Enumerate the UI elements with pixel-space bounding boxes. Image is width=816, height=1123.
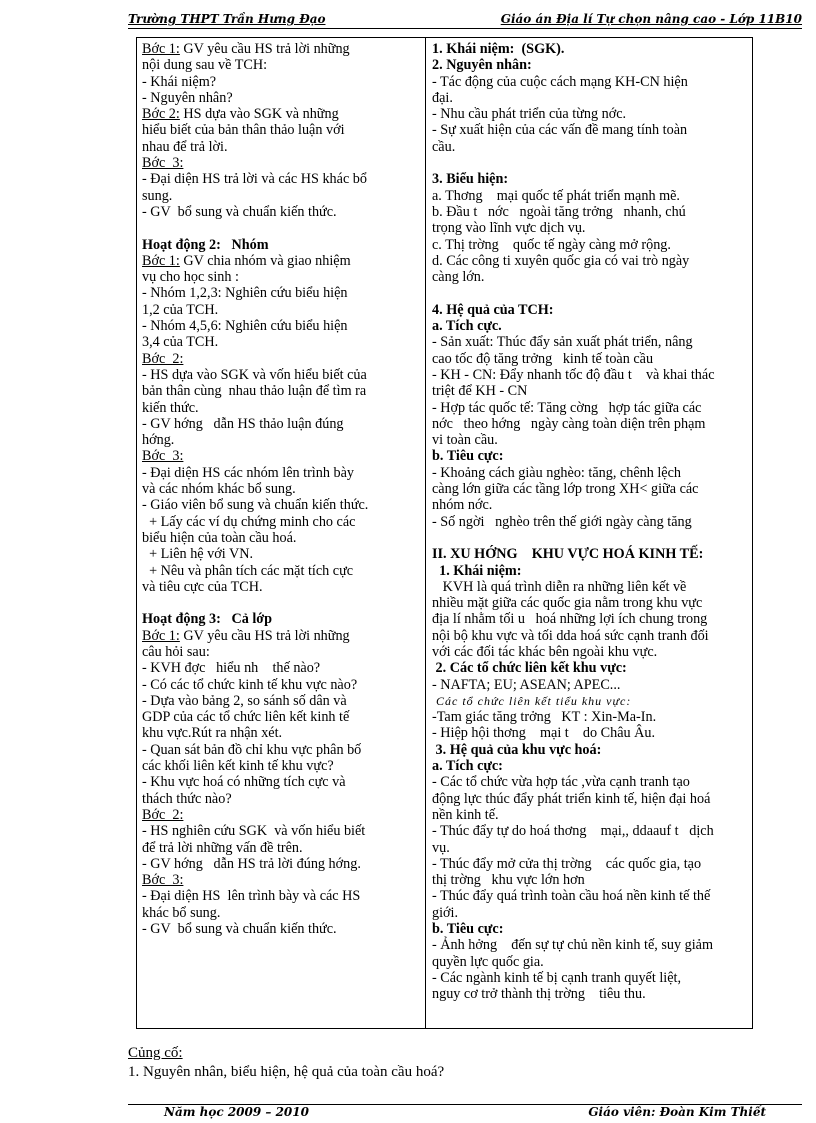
text-line: 1. Khái niệm: (SGK). [432, 41, 565, 57]
text-line: - NAFTA; EU; ASEAN; APEC... [432, 676, 621, 693]
text-line: Các tổ chức liên kết tiểu khu vực: [432, 693, 632, 708]
text-line: khác bổ sung. [142, 904, 221, 921]
text-line: a. Thơng mại quốc tế phát triển mạnh mẽ. [432, 187, 680, 204]
text-line: vụ cho học sinh : [142, 269, 239, 286]
text-line: - Khoảng cách giàu nghèo: tăng, chênh lệch [432, 464, 681, 481]
header-rule [128, 28, 802, 29]
text-line: 2. Các tổ chức liên kết khu vực: [432, 660, 627, 677]
text-line: 3. Hệ quả của khu vực hoá: [432, 741, 602, 758]
text-line: b. Đầu t nớc ngoài tăng trởng nhanh, chú [432, 203, 686, 220]
content-column [432, 41, 748, 1003]
text-line: đại. [432, 89, 453, 106]
spacer [142, 220, 420, 236]
text-line: - Đại diện HS lên trình bày và các HS [142, 888, 361, 905]
text-line: - Các ngành kinh tế bị cạnh tranh quyết liệt, [432, 969, 681, 986]
text-line: và tiêu cực của TCH. [142, 578, 263, 595]
text-line: vi toàn cầu. [432, 432, 498, 449]
text-line: - HS dựa vào SGK và vốn hiểu biết của [142, 366, 367, 383]
text-line: - Đại diện HS các nhóm lên trình bày [142, 464, 354, 481]
page-footer [128, 1105, 802, 1121]
text-line: - Hợp tác quốc tế: Tăng cờng hợp tác giữa các [432, 399, 702, 416]
text-line: Hoạt động 3: Cả lớp [142, 611, 273, 628]
text-line: - Ảnh hởng đến sự tự chủ nền kinh tế, suy giảm [432, 937, 713, 954]
text-line: c. Thị trờng quốc tế ngày càng mở rộng. [432, 236, 671, 253]
text-line: hớng. [142, 432, 175, 449]
spacer [432, 155, 748, 171]
lesson-table [136, 37, 753, 1029]
text-line: - Tác động của cuộc cách mạng KH-CN hiện [432, 73, 688, 90]
text-line: - GV bổ sung và chuẩn kiến thức. [142, 921, 337, 938]
text-line: - Nhóm 1,2,3: Nghiên cứu biểu hiện [142, 285, 348, 302]
text-line: 4. Hệ quả của TCH: [432, 301, 554, 318]
text-line: các khối liên kết kinh tế khu vực? [142, 758, 334, 775]
text-line: nhóm nớc. [432, 497, 493, 514]
text-line: với các đối tác khác bên ngoài khu vực. [432, 643, 658, 660]
school-name: Trường THPT Trần Hưng Đạo [128, 12, 326, 26]
text-line: - Thúc đẩy quá trình toàn cầu hoá nền kinh tế thế [432, 888, 711, 905]
text-line: nớc theo hớng ngày càng toàn diện trên phạm [432, 415, 706, 432]
text-line: hiểu biết của bản thân thảo luận với [142, 122, 345, 139]
text-line: - Sự xuất hiện của các vấn đề mang tính toàn [432, 122, 688, 139]
text-line: triệt để KH - CN [432, 383, 528, 400]
text-line: - Quan sát bản đồ chỉ khu vực phân bố [142, 741, 362, 758]
text-line: - GV bổ sung và chuẩn kiến thức. [142, 203, 337, 220]
text-line: - Các tổ chức vừa hợp tác ,vừa cạnh tranh tạo [432, 774, 690, 791]
text-line: - Khái niệm? [142, 73, 217, 90]
text-line: bản thân cùng nhau thảo luận để tìm ra [142, 383, 367, 400]
text-line: Bớc 1: GV yêu cầu HS trả lời những [142, 41, 350, 57]
consolidation-question: 1. Nguyên nhân, biểu hiện, hệ quả của toàn cầu hoá? [128, 1064, 445, 1080]
text-line: 2. Nguyên nhân: [432, 57, 532, 74]
text-line: + Liên hệ với VN. [142, 546, 253, 563]
text-line: 3. Biểu hiện: [432, 171, 509, 188]
text-line: càng lớn giữa các tầng lớp trong XH< giữa các [432, 481, 699, 498]
teacher-name: Giáo viên: Đoàn Kim Thiết [588, 1105, 766, 1119]
text-line: - Khu vực hoá có những tích cực và [142, 774, 346, 791]
text-line: kiến thức. [142, 399, 199, 416]
text-line: khu vực.Rút ra nhận xét. [142, 725, 283, 742]
text-line: - Có các tổ chức kinh tế khu vực nào? [142, 676, 358, 693]
text-line: - Dựa vào bảng 2, so sánh số dân và [142, 692, 347, 709]
text-line: - Sản xuất: Thúc đẩy sản xuất phát triển, nâng [432, 334, 693, 351]
text-line: - Giáo viên bổ sung và chuẩn kiến thức. [142, 497, 369, 514]
spacer [142, 595, 420, 611]
activities-column [142, 41, 420, 937]
lesson-title: Giáo án Địa lí Tự chọn nâng cao - Lớp 11B10 [500, 12, 802, 26]
text-line: - Số ngời nghèo trên thế giới ngày càng tăng [432, 513, 692, 530]
text-line: a. Tích cực. [432, 318, 502, 335]
text-line: quyền lực quốc gia. [432, 953, 544, 970]
text-line: động lực thúc đẩy phát triển kinh tế, hiện đại hoá [432, 790, 711, 807]
spacer [432, 285, 748, 301]
text-line: giới. [432, 904, 459, 921]
text-line: -Tam giác tăng trởng KT : Xin-Ma-In. [432, 709, 657, 726]
text-line: + Lấy các ví dụ chứng minh cho các [142, 513, 356, 530]
text-line: - Nguyên nhân? [142, 89, 233, 106]
text-line: b. Tiêu cực: [432, 448, 504, 465]
text-line: thị trờng khu vực lớn hơn [432, 872, 585, 889]
text-line: - Hiệp hội thơng mại t do Châu Âu. [432, 725, 656, 742]
text-line: Bớc 2: [142, 350, 184, 367]
text-line: - Nhóm 4,5,6: Nghiên cứu biểu hiện [142, 318, 348, 335]
text-line: - Nhu cầu phát triển của từng nớc. [432, 106, 627, 123]
text-line: càng lớn. [432, 269, 485, 286]
text-line: nền kinh tế. [432, 806, 499, 823]
text-line: - Thúc đẩy tự do hoá thơng mại,, ddaauf t dịch [432, 823, 714, 840]
consolidation-section [128, 1045, 444, 1081]
text-line: - KVH đợc hiểu nh thế nào? [142, 660, 321, 677]
text-line: - Đại diện HS trả lời và các HS khác bổ [142, 171, 367, 188]
text-line: vụ. [432, 839, 450, 856]
text-line: thách thức nào? [142, 790, 232, 807]
text-line: địa lí nhằm tối u hoá những lợi ích chung trong [432, 611, 708, 628]
text-line: Bớc 3: [142, 872, 184, 889]
text-line: nội dung sau về TCH: [142, 57, 268, 74]
text-line: KVH là quá trình diễn ra những liên kết về [432, 578, 687, 595]
text-line: II. XU HỚNG KHU VỰC HOÁ KINH TẾ: [432, 546, 704, 563]
text-line: Bớc 3: [142, 155, 184, 172]
text-line: để trả lời những vấn đề trên. [142, 839, 303, 856]
text-line: và các nhóm khác bổ sung. [142, 481, 296, 498]
text-line: Bớc 3: [142, 448, 184, 465]
text-line: nguy cơ trở thành thị trờng tiêu thu. [432, 986, 646, 1003]
text-line: b. Tiêu cực: [432, 921, 504, 938]
text-line: 3,4 của TCH. [142, 334, 219, 351]
text-line: Hoạt động 2: Nhóm [142, 236, 269, 253]
school-year: Năm học 2009 – 2010 [164, 1105, 309, 1119]
text-line: cầu. [432, 138, 456, 155]
text-line: Bớc 1: GV chia nhóm và giao nhiệm [142, 252, 351, 269]
text-line: GDP của các tổ chức liên kết kinh tế [142, 709, 350, 726]
text-line: a. Tích cực: [432, 758, 503, 775]
text-line: sung. [142, 187, 173, 204]
text-line: cao tốc độ tăng trởng kinh tế toàn cầu [432, 350, 654, 367]
text-line: - HS nghiên cứu SGK và vốn hiểu biết [142, 823, 366, 840]
text-line: Bớc 2: HS dựa vào SGK và những [142, 106, 339, 123]
text-line: 1,2 của TCH. [142, 301, 219, 318]
text-line: - GV hớng dẫn HS trả lời đúng hớng. [142, 855, 361, 872]
text-line: - Thúc đẩy mở cửa thị trờng các quốc gia, tạo [432, 855, 702, 872]
column-divider [425, 38, 426, 1028]
text-line: - GV hớng dẫn HS thảo luận đúng [142, 415, 344, 432]
text-line: - KH - CN: Đẩy nhanh tốc độ đầu t và khai thác [432, 366, 715, 383]
text-line: câu hỏi sau: [142, 643, 210, 660]
text-line: nhau để trả lời. [142, 138, 228, 155]
consolidation-title: Củng cố: [128, 1045, 183, 1061]
text-line: biểu hiện của toàn cầu hoá. [142, 529, 297, 546]
text-line: nhiều mặt giữa các quốc gia nằm trong khu vực [432, 595, 703, 612]
text-line: 1. Khái niệm: [432, 562, 522, 579]
text-line: nội bộ khu vực và tối dda hoá sức cạnh tranh đối [432, 627, 709, 644]
text-line: + Nêu và phân tích các mặt tích cực [142, 562, 354, 579]
text-line: trọng vào lĩnh vực dịch vụ. [432, 220, 586, 237]
spacer [432, 530, 748, 546]
text-line: d. Các công ti xuyên quốc gia có vai trò ngày [432, 252, 690, 269]
text-line: Bớc 2: [142, 806, 184, 823]
text-line: Bớc 1: GV yêu cầu HS trả lời những [142, 627, 350, 644]
